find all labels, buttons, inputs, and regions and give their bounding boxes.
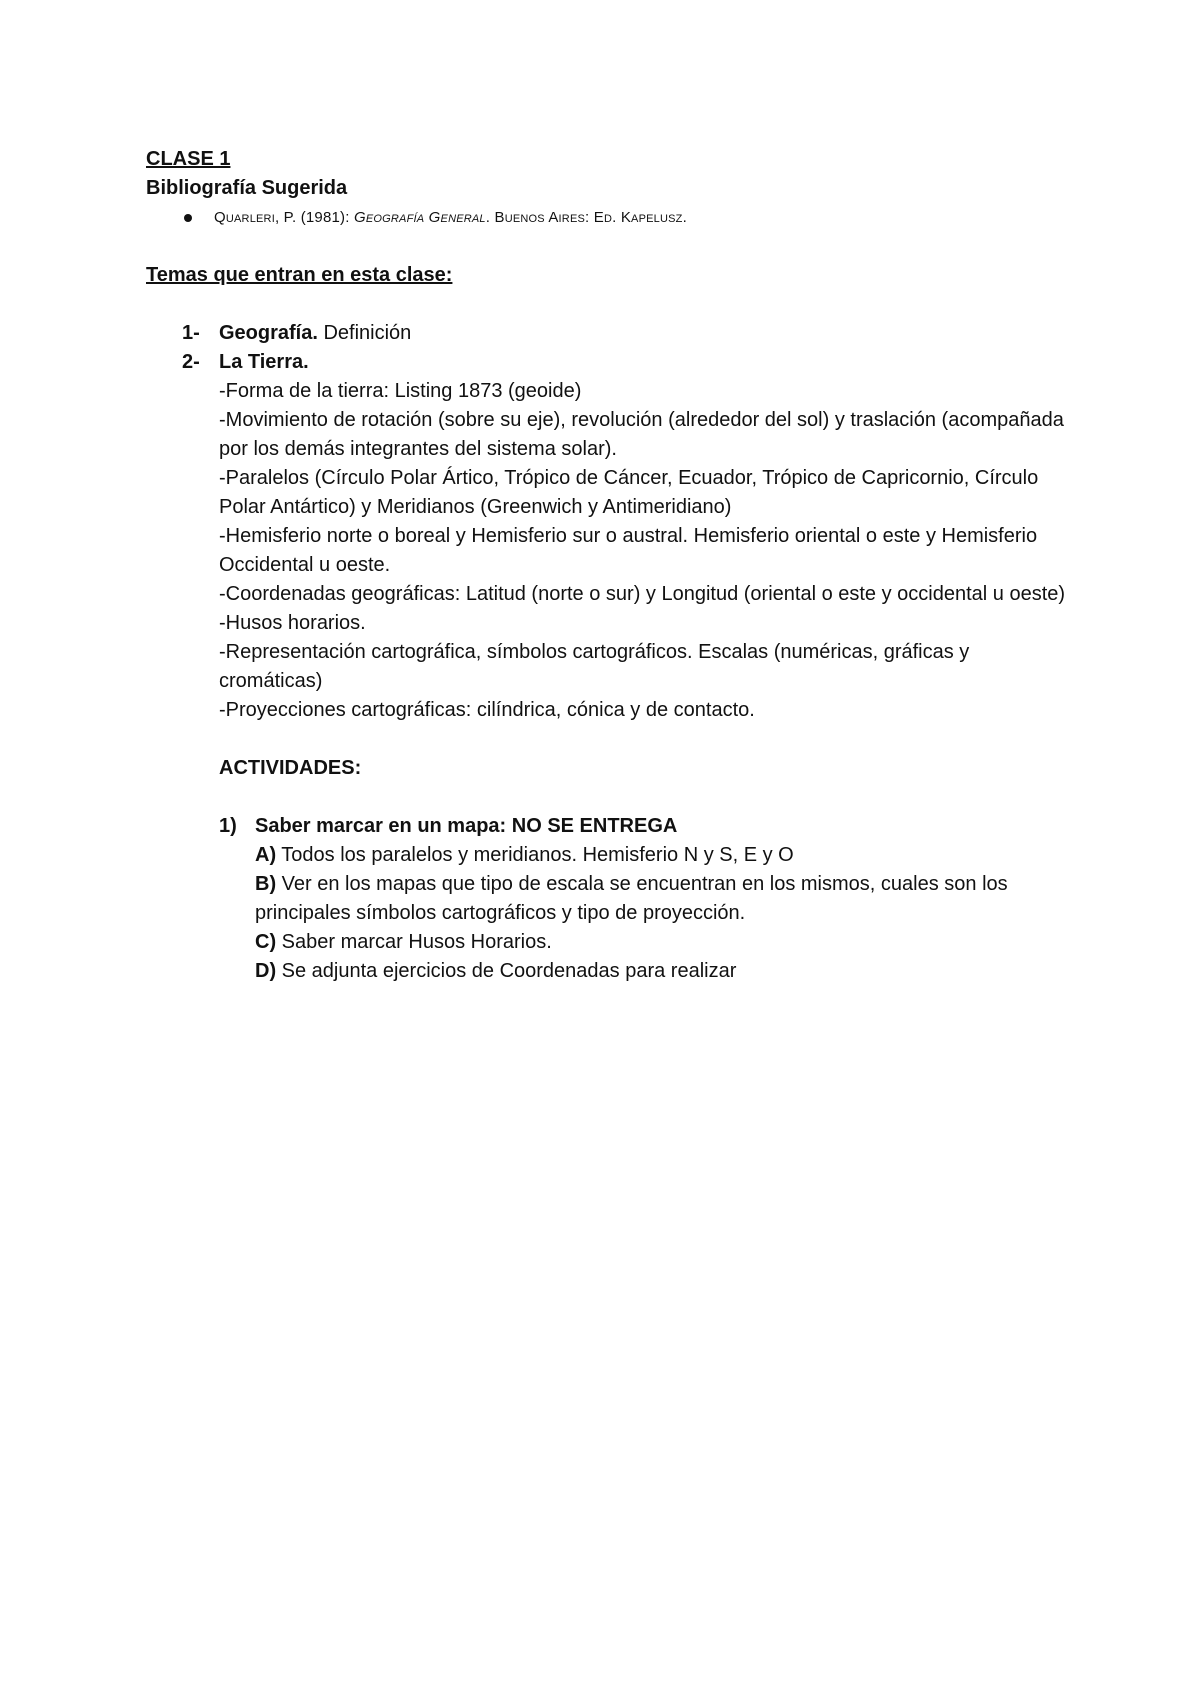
topic-detail: -Paralelos (Círculo Polar Ártico, Trópico de Cáncer, Ecuador, Trópico de Capricornio, Círculo Polar Antártico) y Meridianos (Greenwich y Antimeridiano) xyxy=(219,467,1039,518)
topic-detail: -Husos horarios. xyxy=(219,612,366,634)
bibliography-work: Geografía General xyxy=(353,209,486,226)
subitem-text: Saber marcar Husos Horarios. xyxy=(276,931,552,953)
bibliography-item xyxy=(146,203,1066,232)
subitem-label: C) xyxy=(255,931,277,953)
subitem-text: Todos los paralelos y meridianos. Hemisferio N y S, E y O xyxy=(276,844,794,866)
activity-item xyxy=(146,812,1066,986)
activity-number: 1) xyxy=(219,815,237,837)
topic-title: Geografía. xyxy=(219,322,318,344)
bullet-icon xyxy=(184,214,192,222)
topic-title-line xyxy=(219,348,1066,377)
document-content xyxy=(146,145,1066,986)
topic-item xyxy=(146,348,1066,725)
activity-subitem xyxy=(255,870,1066,928)
topic-item xyxy=(146,319,1066,348)
bibliography-author: Quarleri, P. (1981): xyxy=(214,209,354,226)
activity-subitem xyxy=(255,928,1066,957)
topic-detail: -Movimiento de rotación (sobre su eje), revolución (alrededor del sol) y traslación (acompañada por los demás integrantes del sistema solar). xyxy=(219,409,1064,460)
class-title: CLASE 1 xyxy=(146,148,231,170)
topic-detail: -Hemisferio norte o boreal y Hemisferio sur o austral. Hemisferio oriental o este y Hemisferio Occidental u oeste. xyxy=(219,525,1038,576)
subitem-text: Ver en los mapas que tipo de escala se encuentran en los mismos, cuales son los principales símbolos cartográficos y tipo de proyección. xyxy=(255,873,1008,924)
bibliography-heading: Bibliografía Sugerida xyxy=(146,177,348,199)
subitem-label: B) xyxy=(255,873,277,895)
bibliography-publisher: . Buenos Aires: Ed. Kapelusz. xyxy=(485,209,687,226)
topic-number: 1- xyxy=(182,322,200,344)
topic-title-rest: Definición xyxy=(317,322,412,344)
activity-title: Saber marcar en un mapa: NO SE ENTREGA xyxy=(255,815,678,837)
activity-subitem xyxy=(255,957,1066,986)
topic-title-line xyxy=(219,319,1066,348)
topics-heading: Temas que entran en esta clase: xyxy=(146,264,453,286)
topic-detail: -Forma de la tierra: Listing 1873 (geoide) xyxy=(219,380,582,402)
subitem-label: D) xyxy=(255,960,277,982)
topic-detail: -Coordenadas geográficas: Latitud (norte o sur) y Longitud (oriental o este y occidental u oeste) xyxy=(219,583,1066,605)
activities-heading: ACTIVIDADES: xyxy=(219,757,362,779)
topic-number: 2- xyxy=(182,351,200,373)
topic-detail: -Representación cartográfica, símbolos cartográficos. Escalas (numéricas, gráficas y cromáticas) xyxy=(219,641,970,692)
subitem-label: A) xyxy=(255,844,277,866)
topic-detail: -Proyecciones cartográficas: cilíndrica, cónica y de contacto. xyxy=(219,699,755,721)
topic-title: La Tierra. xyxy=(219,351,309,373)
subitem-text: Se adjunta ejercicios de Coordenadas para realizar xyxy=(276,960,737,982)
activity-subitem xyxy=(255,841,1066,870)
